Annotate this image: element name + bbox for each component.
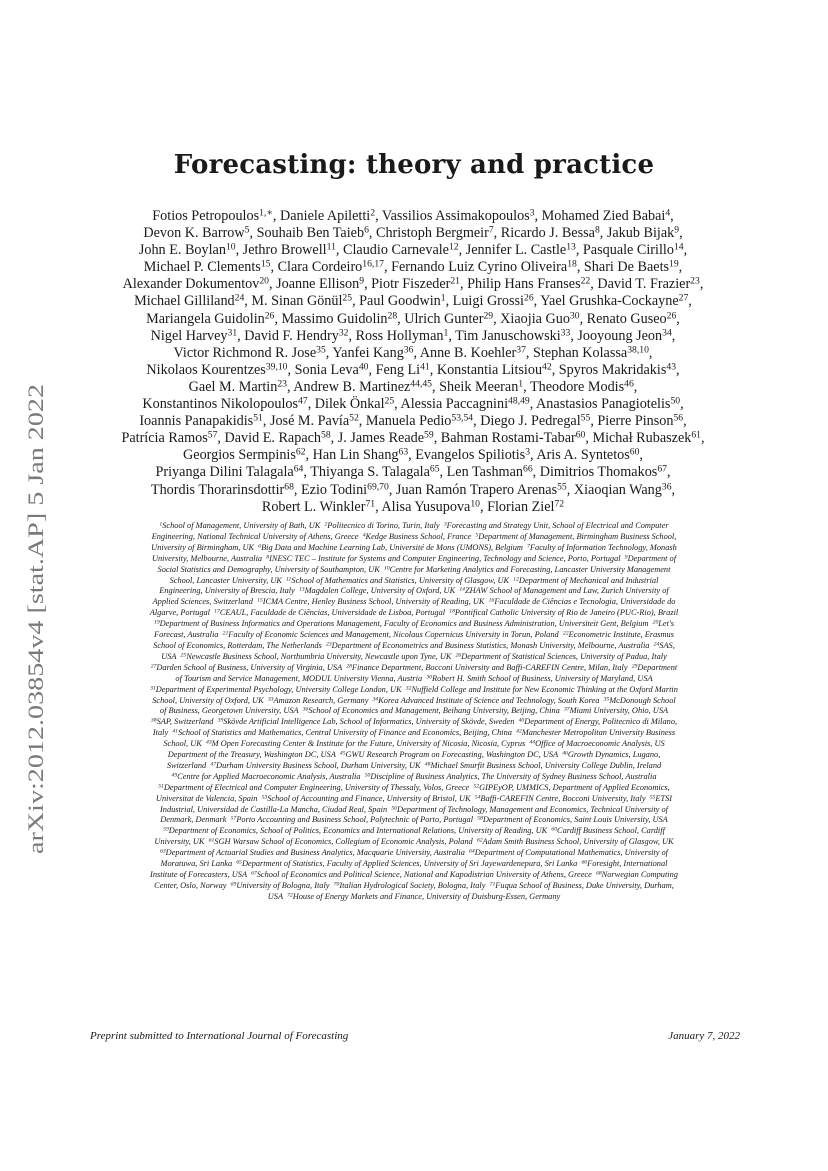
author-line: Gael M. Martin$^{23}$, Andrew B. Martinez$^{44,45}$, Sheik Meeran$^1$, Theodore Modis$^{46}$, (188, 378, 638, 395)
author-line: Devon K. Barrow$^5$, Souhaib Ben Taieb$^6$, Christoph Bergmeir$^7$, Ricardo J. Bessa$^8$, Jakub Bijak$^9$, (143, 224, 683, 242)
affiliation-line: USA $^{72}$House of Energy Markets and Finance, University of Duisburg-Essen, Germany (267, 891, 561, 901)
affiliation-line: of Business, Georgetown University, USA $^{36}$School of Economics and Management, Beihang University, Beijing, China $^{37}$Miami University, Ohio, USA (159, 706, 669, 716)
affiliation-line: $^{59}$Department of Economics, School of Politics, Economics and International Relations, University of Reading, UK $^{60}$Cardiff Business School, Cardiff (163, 826, 665, 836)
affiliation-line: Institute of Forecasters, USA $^{67}$School of Economics and Political Science, National and Kapodistrian University of Athens, Greece $^{68}$Norwegian Computing (150, 870, 678, 879)
author-line: Priyanga Dilini Talagala$^{64}$, Thiyanga S. Talagala$^{65}$, Len Tashman$^{66}$, Dimitrios Thomakos$^{67}$, (155, 463, 671, 481)
affiliation-line: Moratuwa, Sri Lanka $^{65}$Department of Statistics, Faculty of Applied Sciences, University of Sri Jayewardenepura, Sri Lanka $^{66}$Foresight, International (160, 859, 668, 869)
affiliation-line: $^{63}$Department of Actuarial Studies and Business Analytics, Macquarie University, Australia $^{64}$Department of Computational Mathematics, University of (160, 848, 668, 858)
affiliation-line: $^{19}$Department of Business Informatics and Operations Management, Faculty of Economics and Business Administration, Universiteit Gent, Belgium $^{20}$Let's (153, 619, 674, 629)
affiliation-line: Denmark, Denmark $^{57}$Porto Accounting and Business School, Polytechnic of Porto, Portugal $^{58}$Department of Economics, Saint Louis University, USA (160, 815, 668, 825)
affiliation-line: Center, Oslo, Norway $^{69}$University of Bologna, Italy $^{70}$Italian Hydrological Society, Bologna, Italy $^{71}$Fuqua School of Business, Duke University, Durham, (154, 880, 674, 890)
affiliation-line: Industrial, Universidad de Castilla-La Mancha, Ciudad Real, Spain $^{56}$Department of Technology, Management and Economics, Technical University of (160, 804, 668, 814)
affiliation-line: Italy $^{41}$School of Statistics and Mathematics, Central University of Finance and Economics, Beijing, China $^{42}$Manchester Metropolitan University Business (152, 728, 676, 738)
author-line: Georgios Sermpinis$^{62}$, Han Lin Shang$^{63}$, Evangelos Spiliotis$^3$, Aris A. Syntetos$^{60}$, (183, 446, 643, 464)
author-line: Konstantinos Nikolopoulos$^{47}$, Dilek Önkal$^{25}$, Alessia Paccagnini$^{48,49}$, Anastasios Panagiotelis$^{50}$, (142, 395, 684, 413)
author-line: Nikolaos Kourentzes$^{39,10}$, Sonia Leva$^{40}$, Feng Li$^{41}$, Konstantia Litsiou$^{42}$, Spyros Makridakis$^{43}$, (146, 361, 680, 378)
affiliation-line: $^1$School of Management, University of Bath, UK $^2$Politecnico di Torino, Turin, Italy $^3$Forecasting and Strategy Unit, School of Electrical and Computer (159, 521, 669, 530)
affiliation-line: School, Lancaster University, UK $^{11}$School of Mathematics and Statistics, University of Glasgow, UK $^{12}$Department of Mechanical and Industrial (169, 575, 659, 585)
affiliation-line: $^{27}$Darden School of Business, University of Virginia, USA $^{28}$Finance Department, Bocconi University and Baffi-CAREFIN Centre, Milan, Italy $^{29}$Department (150, 662, 678, 672)
affiliation-line: $^{38}$SAP, Switzerland $^{39}$Skövde Artificial Intelligence Lab, School of Informatics, University of Skövde, Sweden $^{40}$Department of Energy, Politecnico di Milano, (150, 717, 678, 727)
affiliation-line: USA $^{25}$Newcastle Business School, Northumbria University, Newcastle upon Tyne, UK $^{26}$Department of Statistical Sciences, University of Padua, Italy (161, 651, 667, 661)
author-line: Fotios Petropoulos$^{1,∗}$, Daniele Apiletti$^2$, Vassilios Assimakopoulos$^3$, Mohamed Zied Babai$^4$, (152, 207, 674, 224)
affiliation-line: of Tourism and Service Management, MODUL University Vienna, Austria $^{30}$Robert H. Smith School of Business, University of Maryland, USA (175, 673, 653, 683)
affiliation-line: School, University of Oxford, UK $^{33}$Amazon Research, Germany $^{34}$Korea Advanced Institute of Science and Technology, South Korea $^{35}$McDonough School (152, 695, 676, 705)
affiliation-line: Applied Sciences, Switzerland $^{15}$ICMA Centre, Henley Business School, University of Reading, UK $^{16}$Faculdade de Ciências e Tecnologia, Universidade do (152, 597, 676, 607)
affiliation-line: Algarve, Portugal $^{17}$CEAUL, Faculdade de Ciências, Universidade de Lisboa, Portugal $^{18}$Pontifical Catholic University of Rio de Janeiro (PUC-Rio), Brazil (149, 608, 679, 618)
author-line: Victor Richmond R. Jose$^{35}$, Yanfei Kang$^{36}$, Anne B. Koehler$^{37}$, Stephan Kolassa$^{38,10}$, (173, 344, 653, 361)
author-line: Robert L. Winkler$^{71}$, Alisa Yusupova$^{10}$, Florian Ziel$^{72}$ (261, 497, 565, 515)
affiliation-line: University of Birmingham, UK $^6$Big Data and Machine Learning Lab, Université de Mons (UMONS), Belgium $^7$Faculty of Information Technology, Monash (151, 542, 677, 552)
affiliation-line: Engineering, University of Brescia, Italy $^{13}$Magdalen College, University of Oxford, UK $^{14}$ZHAW School of Management and Law, Zurich University of (159, 586, 669, 596)
affiliation-line: Social Statistics and Demography, University of Southampton, UK $^{10}$Centre for Marketing Analytics and Forecasting, Lancaster University Management (157, 564, 671, 574)
affiliation-line: $^{49}$Centre for Applied Macroeconomic Analysis, Australia $^{50}$Discipline of Business Analytics, The University of Sydney Business School, Australia (171, 771, 657, 781)
author-line: Michael Gilliland$^{24}$, M. Sinan Gönül$^{25}$, Paul Goodwin$^1$, Luigi Grossi$^{26}$, Yael Grushka-Cockayne$^{27}$, (134, 292, 692, 310)
author-line: Michael P. Clements$^{15}$, Clara Cordeiro$^{16,17}$, Fernando Luiz Cyrino Oliveira$^{18}$, Shari De Baets$^{19}$, (143, 258, 683, 276)
affiliation-line: Engineering, National Technical University of Athens, Greece $^4$Kedge Business School, France $^5$Department of Management, Birmingham Business School, (151, 531, 677, 541)
author-line: John E. Boylan$^{10}$, Jethro Browell$^{11}$, Claudio Carnevale$^{12}$, Jennifer L. Castle$^{13}$, Pasquale Cirillo$^{14}$, (138, 241, 688, 259)
affiliation-line: Forecast, Australia $^{21}$Faculty of Economic Sciences and Management, Nicolaus Copernicus University in Torun, Poland $^{22}$Econometric Institute, Erasmus (154, 630, 674, 640)
affiliations (90, 521, 738, 903)
author-line: Ioannis Panapakidis$^{51}$, José M. Pavía$^{52}$, Manuela Pedio$^{53,54}$, Diego J. Pedregal$^{55}$, Pierre Pinson$^{56}$, (139, 412, 687, 430)
author-line: Thordis Thorarinsdottir$^{68}$, Ezio Todini$^{69,70}$, Juan Ramón Trapero Arenas$^{55}$, Xiaoqian Wang$^{36}$, (150, 480, 676, 498)
footer-date: January 7, 2022 (668, 1030, 740, 1042)
affiliation-line: Switzerland $^{47}$Durham University Business School, Durham University, UK $^{48}$Michael Smurfit Business School, University College Dublin, Ireland (166, 760, 662, 770)
affiliation-line: University, UK $^{61}$SGH Warsaw School of Economics, Collegium of Economic Analysis, Poland $^{62}$Adam Smith Business School, University of Glasgow, UK (154, 837, 674, 847)
affiliation-line: University, Melbourne, Australia $^8$INESC TEC – Institute for Systems and Computer Engineering, Technology and Science, Porto, Portugal $^9$Department of (151, 553, 677, 563)
footer-journal: Preprint submitted to International Journal of Forecasting (90, 1030, 349, 1042)
affiliation-line: $^{51}$Department of Electrical and Computer Engineering, University of Thessaly, Volos, Greece $^{52}$GIPEyOP, UMMICS, Department of Applied Economics, (158, 782, 670, 792)
affiliation-line: School of Economics, Rotterdam, The Netherlands $^{23}$Department of Econometrics and Business Statistics, Monash University, Melbourne, Australia $^{24}$SAS, (153, 640, 675, 650)
affiliation-line: School, UK $^{43}$M Open Forecasting Center & Institute for the Future, University of Nicosia, Nicosia, Cyprus $^{44}$Office of Macroeconomic Analysis, US (163, 739, 665, 749)
footer (90, 1030, 740, 1042)
author-line: Nigel Harvey$^{31}$, David F. Hendry$^{32}$, Ross Hollyman$^1$, Tim Januschowski$^{33}$, Jooyoung Jeon$^{34}$, (150, 327, 676, 344)
author-list (88, 208, 738, 516)
arxiv-stamp-text: arXiv:2012.03854v4 [stat.AP] 5 Jan 2022 (23, 486, 48, 854)
author-line: Mariangela Guidolin$^{26}$, Massimo Guidolin$^{28}$, Ulrich Gunter$^{29}$, Xiaojia Guo$^{30}$, Renato Guseo$^{26}$, (146, 309, 680, 327)
author-line: Patrícia Ramos$^{57}$, David E. Rapach$^{58}$, J. James Reade$^{59}$, Bahman Rostami-Tabar$^{60}$, Michał Rubaszek$^{61}$, (121, 429, 705, 447)
affiliation-line: $^{31}$Department of Experimental Psychology, University College London, UK $^{32}$Nuffield College and Institute for New Economic Thinking at the Oxford Martin (150, 684, 678, 694)
affiliation-line: Department of the Treasury, Washington DC, USA $^{45}$GWU Research Program on Forecasting, Washington DC, USA $^{46}$Growth Dynamics, Lugano, (167, 750, 661, 760)
affiliation-line: Universitat de Valencia, Spain $^{53}$School of Accounting and Finance, University of Bristol, UK $^{54}$Baffi-CAREFIN Centre, Bocconi University, Italy $^{55}$ETSI (155, 793, 673, 803)
author-line: Alexander Dokumentov$^{20}$, Joanne Ellison$^9$, Piotr Fiszeder$^{21}$, Philip Hans Franses$^{22}$, David T. Frazier$^{23}$, (122, 275, 704, 293)
paper-title: Forecasting: theory and practice (173, 150, 655, 180)
arxiv-stamp (12, 378, 52, 858)
